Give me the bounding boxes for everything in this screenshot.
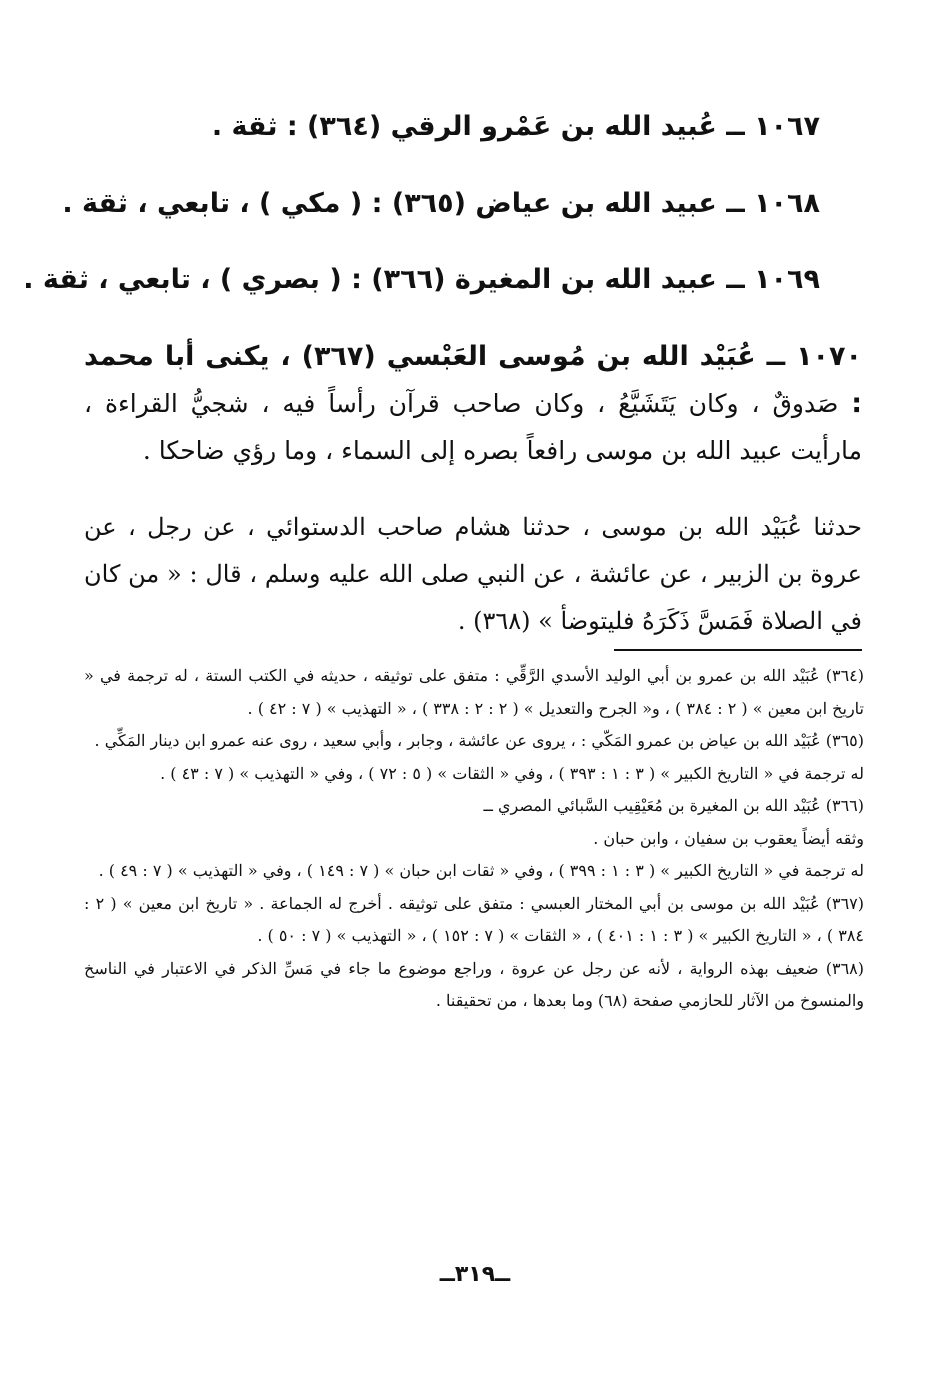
footnote-366: (٣٦٦) عُبَيْد الله بن المغيرة بن مُعَيْقِيب السَّبائي المصري ــ: [483, 796, 864, 815]
hadith-text: حدثنا عُبَيْد الله بن موسى ، حدثنا هشام صاحب الدستوائي ، عن رجل ، عن عروة بن الزبير ، عن عائشة ، عن النبي صلى الله عليه وسلم ، قال : « من كان في الصلاة فَمَسَّ ذَكَرَهُ فليتوضأ » (٣٦٨) .: [84, 513, 862, 635]
footnote-separator: [614, 649, 862, 651]
footnote-364: (٣٦٤) عُبَيْد الله بن عمرو بن أبي الوليد الأسدي الرَّقِّي : متفق على توثيقه ، حديثه في الكتب الستة ، له ترجمة في « تاريخ ابن معين » ( ٢ : ٣٨٤ ) ، و« الجرح والتعديل » ( ٢ : ٢ : ٣٣٨ ) ، « التهذيب » ( ٧ : ٤٢ ) .: [84, 666, 864, 718]
entry-1068: ١٠٦٨ ــ عبيد الله بن عياض (٣٦٥) : ( مكي ) ، تابعي ، ثقة .: [62, 188, 820, 219]
entry-1070: [84, 333, 862, 474]
entry-1070-text: صَدوقٌ ، وكان يَتَشَيَّعُ ، وكان صاحب قرآن رأساً فيه ، شجيُّ القراءة ، مارأيت عبيد الله بن موسى رافعاً بصره إلى السماء ، وما رؤي ضاحكا .: [84, 389, 862, 465]
entry-1070-heading: ١٠٧٠ ــ عُبَيْد الله بن مُوسى العَبْسي (٣٦٧) ، يكنى أبا محمد :: [84, 341, 862, 419]
entry-1067: ١٠٦٧ ــ عُبيد الله بن عَمْرو الرقي (٣٦٤) : ثقة .: [211, 111, 820, 142]
page-number: ــ٣١٩ــ: [439, 1262, 511, 1287]
entry-1069: ١٠٦٩ ــ عبيد الله بن المغيرة (٣٦٦) : ( بصري ) ، تابعي ، ثقة .: [23, 264, 820, 295]
footnote-368: (٣٦٨) ضعيف بهذه الرواية ، لأنه عن رجل عن عروة ، وراجع موضوع ما جاء في مَسِّ الذكر في الاعتبار في الناسخ والمنسوخ من الآثار للحازمي صفحة (٦٨) وما بعدها ، من تحقيقنا .: [84, 958, 864, 1010]
footnote-366-note: وثقه أيضاً يعقوب بن سفيان ، وابن حبان .: [593, 828, 864, 848]
footnote-367: (٣٦٧) عُبَيْد الله بن موسى بن أبي المختار العبسي : متفق على توثيقه . أخرج له الجماعة . « تاريخ ابن معين » ( ٢ : ٣٨٤ ) ، « التاريخ الكبير » ( ٣ : ١ : ٤٠١ ) ، « الثقات » ( ٧ : ١٥٢ ) ، « التهذيب » ( ٧ : ٥٠ ) .: [84, 893, 865, 945]
footnote-365: (٣٦٥) عُبَيْد الله بن عياض بن عمرو المَكّي : ، يروى عن عائشة ، وجابر ، وأبي سعيد ، روى عنه عمرو ابن دينار المَكِّي .: [94, 731, 864, 750]
footnote-365-ref: له ترجمة في « التاريخ الكبير » ( ٣ : ١ : ٣٩٣ ) ، وفي « الثقات » ( ٥ : ٧٢ ) ، وفي « التهذيب » ( ٧ : ٤٣ ) .: [160, 763, 864, 783]
footnotes: [84, 660, 864, 1018]
footnote-366-ref: له ترجمة في « التاريخ الكبير » ( ٣ : ١ : ٣٩٩ ) ، وفي « ثقات ابن حبان » ( ٧ : ١٤٩ ) ، وفي « التهذيب » ( ٧ : ٤٩ ) .: [98, 861, 864, 880]
